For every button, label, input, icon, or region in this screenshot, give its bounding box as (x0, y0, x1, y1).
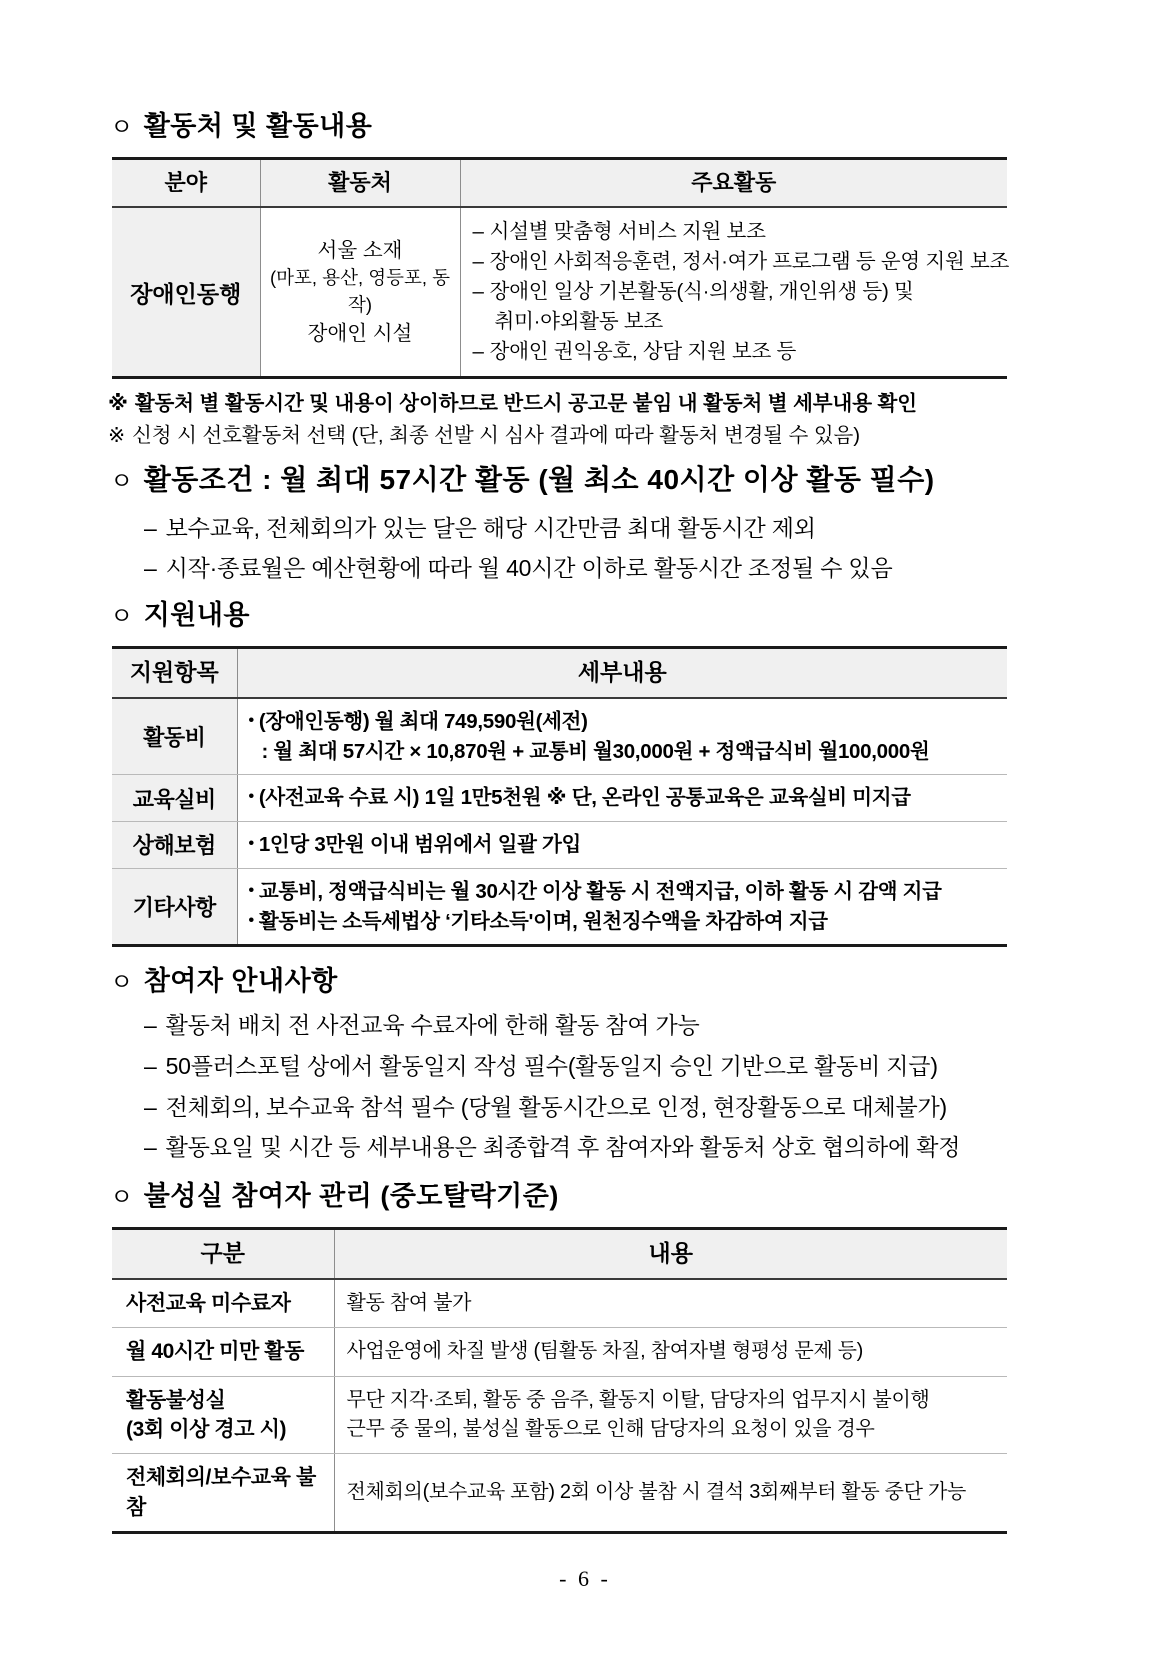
column-header-support-detail: 세부내용 (237, 647, 1007, 698)
cell-content (334, 1376, 1007, 1454)
section-heading-participant-notice (110, 965, 1070, 998)
section-heading-activity-places (110, 110, 1070, 143)
table-header-row (112, 158, 1007, 207)
bullet-text: 시작·종료월은 예산현황에 따라 월 40시간 이하로 활동시간 조정될 수 있음 (165, 555, 893, 582)
bullet-marker-icon: ㅇ (110, 969, 134, 997)
activity-item-text: 시설별 맞춤형 서비스 지원 보조 (489, 219, 766, 243)
bullet-line (144, 1132, 1070, 1164)
detail-text: (장애인동행) 월 최대 749,590원(세전) (258, 709, 588, 733)
table-row (112, 868, 1007, 945)
section-heading-text: 불성실 참여자 관리 (중도탈락기준) (143, 1180, 559, 1211)
place-line-3: 장애인 시설 (307, 321, 413, 345)
cell-support-detail (237, 775, 1007, 822)
bullet-text: 전체회의, 보수교육 참석 필수 (당월 활동시간으로 인정, 현장활동으로 대체불가) (165, 1093, 947, 1120)
section-heading-activity-conditions (110, 463, 1070, 497)
bullet-line (144, 513, 1070, 545)
table-row (112, 1328, 1007, 1376)
category-line-1: 활동불성실 (126, 1388, 226, 1412)
detail-line (249, 783, 1000, 813)
bullet-line (144, 1092, 1070, 1124)
activity-item-text: 장애인 사회적응훈련, 정서·여가 프로그램 등 운영 지원 보조 (489, 249, 1010, 273)
bullet-line (144, 553, 1070, 585)
activity-item-text: 장애인 권익옹호, 상담 지원 보조 등 (489, 340, 797, 364)
detail-line (249, 830, 1000, 860)
table-header-row (112, 647, 1007, 698)
place-line-2: (마포, 용산, 영등포, 동작) (270, 267, 450, 316)
cell-support-detail (237, 698, 1007, 775)
activity-item (473, 337, 998, 367)
place-line-1: 서울 소재 (317, 238, 403, 262)
column-header-field: 분야 (112, 158, 260, 207)
content-line-1: 무단 지각·조퇴, 활동 중 음주, 활동지 이탈, 담당자의 업무지시 불이행 (346, 1388, 930, 1411)
cell-content (334, 1279, 1007, 1328)
cell-activity-place (260, 207, 460, 378)
bullet-text: 보수교육, 전체회의가 있는 달은 해당 시간만큼 최대 활동시간 제외 (165, 514, 816, 541)
section-heading-text: 지원내용 (143, 600, 251, 631)
cell-category (112, 1279, 334, 1328)
cell-category (112, 1328, 334, 1376)
dash-marker-icon: – (144, 1134, 157, 1161)
table-row (112, 207, 1007, 378)
bullet-dot-icon: • (248, 835, 254, 853)
cell-support-detail (237, 868, 1007, 945)
cell-content (334, 1454, 1007, 1533)
table-row (112, 775, 1007, 822)
category-line-1: 사전교육 미수료자 (126, 1291, 291, 1315)
bullet-text: 활동처 배치 전 사전교육 수료자에 한해 활동 참여 가능 (165, 1012, 700, 1039)
table-row (112, 1279, 1007, 1328)
activity-item (472, 247, 1010, 277)
activity-item-text: 장애인 일상 기본활동(식·의생활, 개인위생 등) 및 (489, 280, 914, 304)
bullet-marker-icon: ㅇ (110, 467, 134, 495)
column-header-category: 구분 (112, 1228, 334, 1279)
content-line-1: 활동 참여 불가 (346, 1291, 472, 1314)
cell-support-item: 활동비 (112, 698, 237, 775)
content-line-1: 사업운영에 차질 발생 (팀활동 차질, 참여자별 형평성 문제 등) (346, 1340, 864, 1363)
cell-field-name: 장애인동행 (112, 207, 260, 378)
content-line-1: 전체회의(보수교육 포함) 2회 이상 불참 시 결석 3회째부터 활동 중단 가능 (346, 1481, 966, 1504)
section-heading-dropout (110, 1180, 1070, 1213)
column-header-content: 내용 (334, 1228, 1007, 1279)
bullet-dot-icon: • (248, 911, 254, 929)
bullet-marker-icon: ㅇ (110, 603, 134, 631)
note-text: 신청 시 선호활동처 선택 (단, 최종 선발 시 심사 결과에 따라 활동처 변경될 수 있음) (132, 424, 860, 448)
bullet-text: 활동요일 및 시간 등 세부내용은 최종합격 후 참여자와 활동처 상호 협의하에 확정 (165, 1134, 961, 1161)
table-row (112, 822, 1007, 869)
cell-category (112, 1376, 334, 1454)
dash-marker-icon: – (144, 1012, 157, 1039)
content-line-2: 근무 중 물의, 불성실 활동으로 인해 담당자의 요청이 있을 경우 (346, 1417, 875, 1440)
dash-marker-icon: – (144, 555, 157, 582)
bullet-dot-icon: • (248, 711, 254, 729)
activity-item-continuation: 취미·야외활동 보조 (494, 310, 663, 334)
section-heading-text: 참여자 안내사항 (143, 966, 338, 997)
section-heading-support (110, 599, 1070, 632)
dash-marker-icon: – (144, 1093, 157, 1120)
dash-marker-icon: – (472, 340, 484, 364)
cell-support-item: 교육실비 (112, 775, 237, 822)
bullet-dot-icon: • (248, 881, 254, 899)
activity-item (473, 277, 998, 307)
table-row (112, 1376, 1007, 1454)
table-row (112, 698, 1007, 775)
bullet-dot-icon: • (248, 788, 254, 806)
bullet-marker-icon: ㅇ (110, 114, 134, 141)
activity-places-table (112, 157, 1010, 380)
cell-category (112, 1454, 334, 1533)
detail-line (249, 907, 1000, 937)
reference-mark-icon: ※ (108, 392, 128, 416)
dropout-criteria-table (112, 1227, 1007, 1534)
page-number: - 6 - (559, 1566, 611, 1591)
category-line-1: 월 40시간 미만 활동 (126, 1340, 305, 1364)
detail-text: (사전교육 수료 시) 1일 1만5천원 ※ 단, 온라인 공통교육은 교육실비 미지급 (258, 786, 911, 810)
activity-item (473, 217, 998, 247)
support-details-table (112, 646, 1007, 947)
category-line-2: (3회 이상 경고 시) (126, 1417, 287, 1441)
section-heading-text: 활동조건 : 월 최대 57시간 활동 (월 최소 40시간 이상 활동 필수) (143, 463, 935, 495)
column-header-main-activities: 주요활동 (460, 158, 1007, 207)
bullet-text: 50플러스포털 상에서 활동일지 작성 필수(활동일지 승인 기반으로 활동비 지급) (165, 1052, 938, 1079)
detail-text: 1인당 3만원 이내 범위에서 일괄 가입 (258, 833, 582, 857)
cell-content (334, 1328, 1007, 1376)
bullet-marker-icon: ㅇ (110, 1183, 134, 1211)
note-text: 활동처 별 활동시간 및 내용이 상이하므로 반드시 공고문 붙임 내 활동처 별 세부내용 확인 (134, 392, 917, 416)
note-line (108, 421, 1070, 451)
bullet-line (144, 1051, 1070, 1083)
dash-marker-icon: – (472, 219, 484, 243)
column-header-support-item: 지원항목 (112, 647, 237, 698)
bullet-line (144, 1010, 1070, 1042)
reference-mark-icon: ※ (108, 424, 126, 448)
cell-support-item: 상해보험 (112, 822, 237, 869)
table-header-row (112, 1228, 1007, 1279)
dash-marker-icon: – (144, 514, 157, 541)
table-row (112, 1454, 1007, 1533)
note-line (108, 389, 1070, 419)
detail-subline: : 월 최대 57시간 × 10,870원 + 교통비 월30,000원 + 정액급식비 월100,000원 (261, 739, 930, 763)
dash-marker-icon: – (472, 280, 484, 304)
column-header-place: 활동처 (260, 158, 460, 207)
cell-support-detail (237, 822, 1007, 869)
cell-main-activities (460, 207, 1010, 378)
dash-marker-icon: – (144, 1052, 157, 1079)
section-heading-text: 활동처 및 활동내용 (143, 111, 373, 141)
detail-line (249, 877, 1000, 907)
category-line-1: 전체회의/보수교육 불참 (126, 1466, 316, 1519)
detail-text: 교통비, 정액급식비는 월 30시간 이상 활동 시 전액지급, 이하 활동 시 감액 지급 (258, 879, 942, 903)
cell-support-item: 기타사항 (112, 868, 237, 945)
detail-text: 활동비는 소득세법상 ‘기타소득'이며, 원천징수액을 차감하여 지급 (258, 909, 828, 933)
detail-line (249, 707, 1000, 737)
dash-marker-icon: – (472, 249, 484, 273)
